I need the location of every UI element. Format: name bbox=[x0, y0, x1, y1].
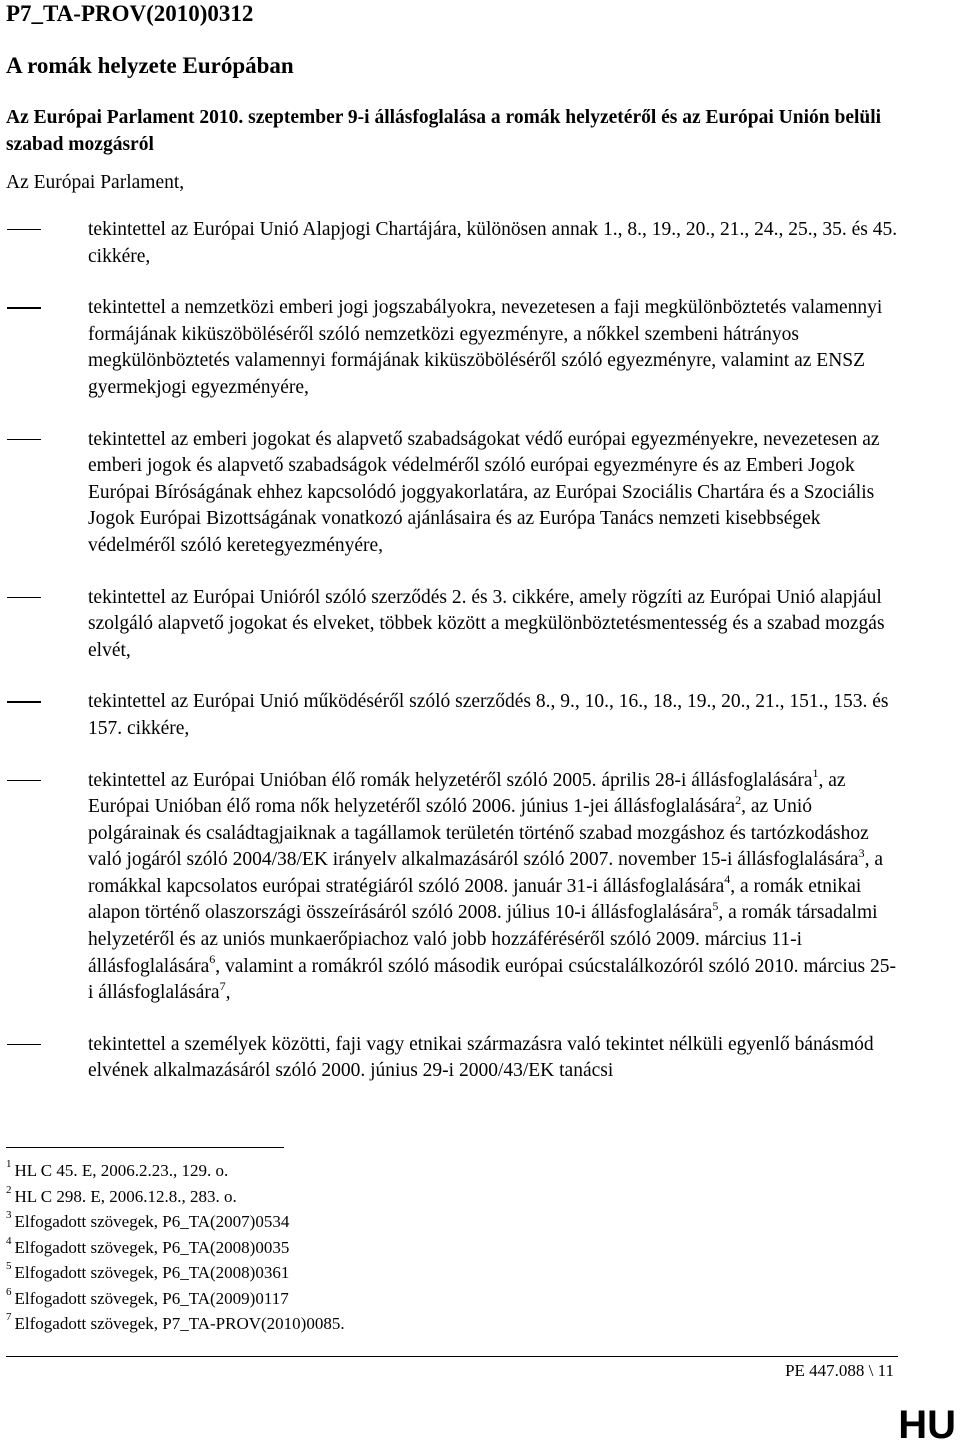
citation-text: , a romák etnikai alapon történő olaszországi összeírásáról szóló 2008. július 10-i állásfoglalására bbox=[88, 875, 862, 924]
citation-item bbox=[0, 689, 898, 742]
citation-text: tekintettel az Európai Unió Alapjogi Chartájára, különösen annak 1., 8., 19., 20., 21., 24., 25., 35. és 45. cikkére, bbox=[88, 219, 898, 267]
intro-line: Az Európai Parlament, bbox=[6, 172, 185, 193]
footnote-number: 4 bbox=[6, 1234, 12, 1247]
footnote-ref: 6 bbox=[209, 952, 216, 967]
footnote bbox=[6, 1235, 345, 1261]
dash-bullet bbox=[7, 780, 41, 781]
footnote-number: 6 bbox=[6, 1285, 12, 1298]
citation-item bbox=[0, 585, 898, 665]
citation-item bbox=[0, 427, 898, 560]
footnote bbox=[6, 1158, 345, 1184]
document-id: P7_TA-PROV(2010)0312 bbox=[6, 1, 254, 26]
footnote-text: HL C 45. E, 2006.2.23., 129. o. bbox=[14, 1161, 229, 1180]
citation-text: , az Unió polgárainak és családtagjaiknak a tagállamok területén történő szabad mozgáshoz és tartózkodáshoz való jogáról szóló 2004/38/EK irányelv alkalmazásáról szóló 2007. november 15-i állásfoglalására bbox=[88, 796, 869, 871]
footnote-ref: 4 bbox=[724, 872, 731, 887]
footnote-text: Elfogadott szövegek, P7_TA-PROV(2010)0085. bbox=[14, 1314, 345, 1333]
footnote-number: 5 bbox=[6, 1260, 12, 1273]
page-title: A romák helyzete Európában bbox=[6, 53, 294, 78]
citation-text: , az Európai Unióban élő roma nők helyzetéről szóló 2006. június 1-jei állásfoglalására bbox=[88, 769, 846, 818]
citation-text: tekintettel az Európai Unióban élő romák helyzetéről szóló 2005. április 28-i állásfoglalására bbox=[88, 769, 813, 791]
citation-item bbox=[0, 217, 898, 270]
footer-rule bbox=[6, 1356, 898, 1357]
citation-text: , valamint a romákról szóló második európai csúcstalálkozóról szóló 2010. március 25-i állásfoglalására bbox=[88, 955, 896, 1004]
footnote-text: Elfogadott szövegek, P6_TA(2009)0117 bbox=[14, 1288, 289, 1308]
dash-bullet bbox=[7, 701, 41, 702]
resolution-subtitle: Az Európai Parlament 2010. szeptember 9-i állásfoglalása a romák helyzetéről és az Európai Unión belüli szabad mozgásról bbox=[6, 107, 882, 155]
dash-bullet bbox=[7, 1044, 41, 1045]
footnote-text: Elfogadott szövegek, P6_TA(2008)0035 bbox=[14, 1237, 290, 1257]
footnote-ref: 3 bbox=[858, 845, 865, 860]
footnote bbox=[6, 1260, 345, 1286]
footnote-text: Elfogadott szövegek, P6_TA(2007)0534 bbox=[14, 1212, 290, 1231]
footnote-separator bbox=[6, 1147, 284, 1148]
language-code: HU bbox=[898, 1403, 956, 1447]
footnote-number: 3 bbox=[6, 1209, 12, 1222]
footnote-number: 2 bbox=[6, 1183, 12, 1196]
dash-bullet bbox=[7, 307, 41, 308]
citation-item bbox=[0, 768, 898, 1007]
citation-item bbox=[0, 295, 898, 401]
footnote bbox=[6, 1209, 345, 1235]
footnote-ref: 5 bbox=[712, 898, 719, 913]
citation-text: , bbox=[225, 982, 231, 1004]
citation-list bbox=[0, 217, 960, 1110]
citation-item bbox=[0, 1032, 898, 1085]
dash-bullet bbox=[7, 439, 41, 440]
citation-text: tekintettel a nemzetközi emberi jogi jogszabályokra, nevezetesen a faji megkülönböztetés valamennyi formájának kiküszöböléséről szóló nemzetközi egyezményre, a nőkkel szembeni hátrányos megkülönböztetés valamennyi formájának kiküszöböléséről szóló egyezményre, valamint az ENSZ gyermekjogi egyezményére, bbox=[88, 297, 883, 398]
footnote-text: HL C 298. E, 2006.12.8., 283. o. bbox=[14, 1186, 237, 1206]
footnote bbox=[6, 1286, 345, 1312]
citation-text: tekintettel a személyek közötti, faji vagy etnikai származásra való tekintet nélküli egyenlő bánásmód elvének alkalmazásáról szóló 2000. június 29-i 2000/43/EK tanácsi bbox=[88, 1033, 874, 1082]
footnote-number: 1 bbox=[6, 1158, 12, 1171]
footnote-ref: 2 bbox=[735, 792, 742, 807]
citation-text: tekintettel az Európai Unióról szóló szerződés 2. és 3. cikkére, amely rögzíti az Európai Unió alapjául szolgáló alapvető jogokat és elveket, többek között a megkülönböztetésmentesség és a szabad mozgás elvét, bbox=[88, 586, 885, 661]
footnote-ref: 1 bbox=[812, 766, 819, 780]
footnote-number: 7 bbox=[6, 1311, 12, 1324]
citation-text: , a romák társadalmi helyzetéről és az uniós munkaerőpiachoz való jobb hozzáféréséről szóló 2009. március 11-i állásfoglalására bbox=[88, 902, 878, 977]
footnote bbox=[6, 1311, 345, 1337]
dash-bullet bbox=[7, 229, 41, 230]
footnote-text: Elfogadott szövegek, P6_TA(2008)0361 bbox=[14, 1263, 290, 1282]
footnote bbox=[6, 1184, 345, 1210]
dash-bullet bbox=[7, 597, 41, 598]
footnote-list bbox=[6, 1158, 345, 1337]
footnote-ref: 7 bbox=[219, 978, 226, 993]
page-reference: PE 447.088 \ 11 bbox=[785, 1361, 894, 1380]
citation-text: , a romákkal kapcsolatos európai stratégiáról szóló 2008. január 31-i állásfoglalására bbox=[88, 849, 883, 897]
citation-text: tekintettel az Európai Unió működéséről szóló szerződés 8., 9., 10., 16., 18., 19., 20., 21., 151., 153. és 157. cikkére, bbox=[88, 691, 889, 739]
citation-text: tekintettel az emberi jogokat és alapvető szabadságokat védő európai egyezményekre, nevezetesen az emberi jogok és alapvető szabadságok védelméről szóló európai egyezményre és az Emberi Jogok Európai Bíróságának ehhez kapcsolódó joggyakorlatára, az Európai Szociális Chartára és a Szociális Jogok Európai Bizottságának vonatkozó ajánlásaira és az Európa Tanács nemzeti kisebbségek védelméről szóló keretegyezményére, bbox=[88, 428, 880, 556]
